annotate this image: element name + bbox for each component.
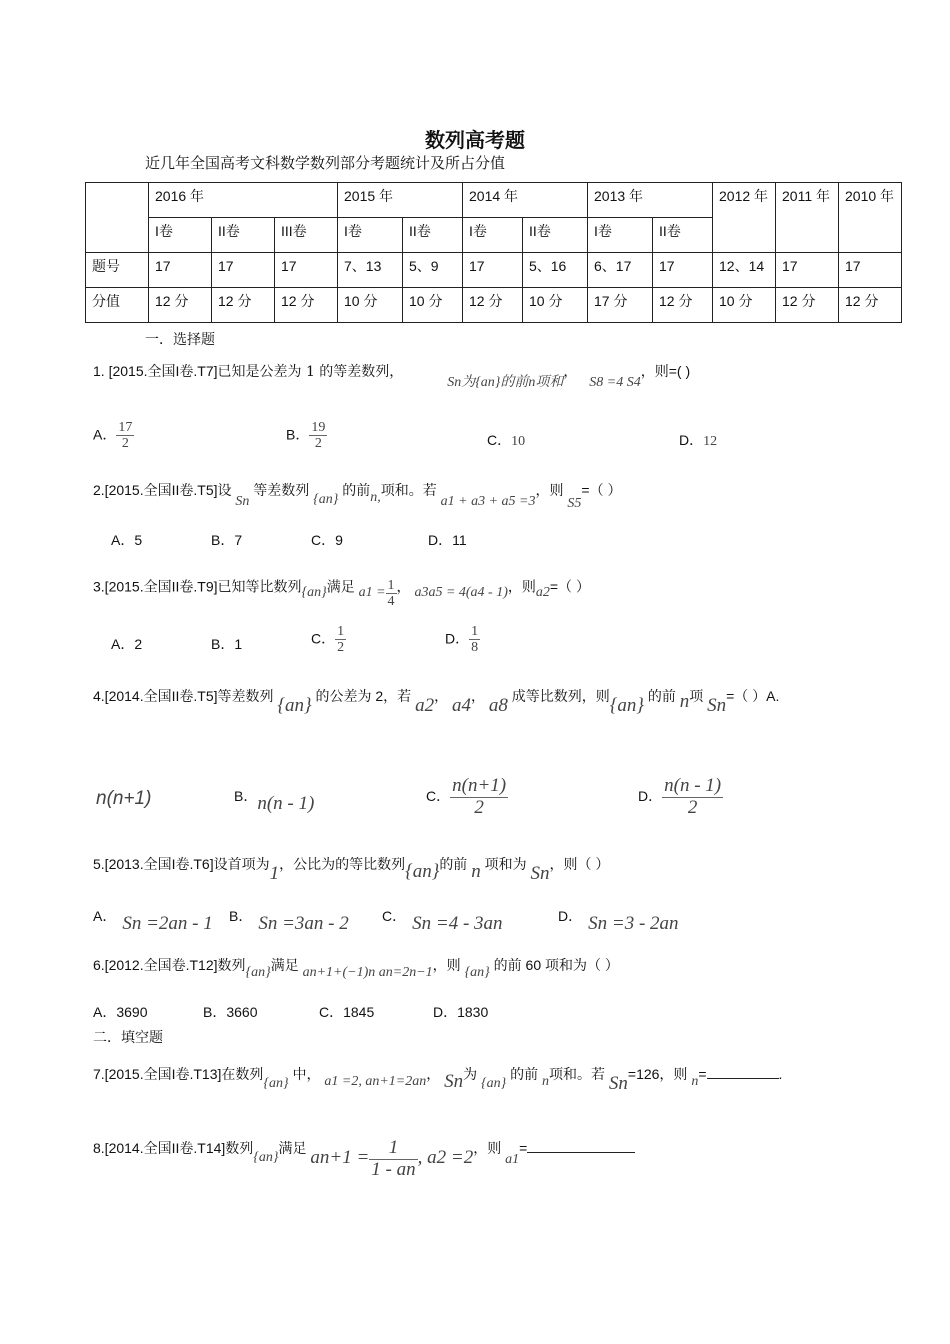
numerator: 17 xyxy=(118,420,133,435)
question-text: ， xyxy=(563,363,578,379)
option-c xyxy=(311,624,346,656)
question-text: =（ ）A. xyxy=(726,688,780,704)
question-tag: 1. [2015.全国I卷.T7] xyxy=(93,363,218,379)
question-1 xyxy=(93,361,691,390)
math-expression: a1 = xyxy=(358,584,386,600)
option-value: Sn =2an - 1 xyxy=(122,913,213,934)
math-expression: a1 + a3 + a5 =3 xyxy=(440,494,536,509)
math-expression: 1 xyxy=(269,863,280,884)
math-expression: {an} xyxy=(405,861,440,882)
question-text: 的前 xyxy=(439,856,468,872)
option-label: D． xyxy=(679,432,704,448)
table-cell: 10 分 xyxy=(713,288,776,323)
question-text: 已知是公差为 1 的等差数列， xyxy=(217,364,404,380)
math-expression: S5 xyxy=(567,496,582,511)
question-tag: 3.[2015.全国II卷.T9] xyxy=(93,578,218,595)
numerator: 1 xyxy=(387,578,395,593)
question-tag: 7.[2015.全国I卷.T13] xyxy=(93,1066,222,1082)
denominator: 2 xyxy=(687,796,698,818)
option-value: n(n - 1) xyxy=(257,793,315,814)
question-text: =126，则 xyxy=(627,1066,688,1082)
fraction xyxy=(369,1138,417,1181)
denominator: 2 xyxy=(474,796,484,818)
question-text: 已知等比数列 xyxy=(217,578,302,595)
option-label: D． xyxy=(558,908,583,924)
row-label: 分值 xyxy=(86,288,149,323)
question-text: 设首项为 xyxy=(213,856,270,872)
table-cell: 5、16 xyxy=(522,253,587,288)
math-expression: an+1+(−1)n an=2n−1 xyxy=(302,965,433,980)
option-label: C． xyxy=(311,630,336,647)
paper-header: I卷 xyxy=(463,218,523,253)
table-cell: 12 分 xyxy=(275,288,338,323)
table-cell: 17 xyxy=(149,253,212,288)
question-2 xyxy=(93,480,622,511)
table-cell: 12 分 xyxy=(212,288,275,323)
option-a: A．2 xyxy=(111,636,143,652)
math-expression: {an} xyxy=(263,1076,289,1091)
option-b xyxy=(229,905,349,934)
paper-header: II卷 xyxy=(403,218,463,253)
math-expression: n xyxy=(542,1074,549,1089)
math-expression: a3a5 = 4(a4 - 1) xyxy=(414,584,508,600)
year-header: 2011 年 xyxy=(776,183,839,253)
year-header: 2012 年 xyxy=(713,183,776,253)
math-expression: n xyxy=(471,861,481,882)
question-text: 的前 60 项和为（ ） xyxy=(493,957,619,973)
option-label: D． xyxy=(638,788,663,805)
question-text: 的前 xyxy=(342,482,371,498)
question-text: 的前 xyxy=(647,688,676,704)
option-d: D．11 xyxy=(428,532,467,548)
answer-blank[interactable] xyxy=(707,1078,779,1079)
question-text: ，则 xyxy=(432,957,461,973)
question-text: 满足 xyxy=(278,1140,307,1157)
option-c xyxy=(382,905,503,934)
option-d xyxy=(445,624,480,656)
math-expression: an+1 = xyxy=(310,1147,370,1169)
fraction xyxy=(469,624,480,656)
year-header: 2016 年 xyxy=(149,183,338,218)
question-text: ，则=( ) xyxy=(640,363,691,379)
option-d xyxy=(679,430,717,450)
question-text: ， xyxy=(426,1066,441,1082)
question-text: =（ ） xyxy=(549,578,590,595)
denominator: 1 - an xyxy=(371,1158,416,1180)
question-6 xyxy=(93,955,619,980)
question-text: . xyxy=(778,1066,783,1082)
table-row xyxy=(86,253,902,288)
option-b xyxy=(286,420,327,452)
paper-header: II卷 xyxy=(522,218,587,253)
fraction xyxy=(309,420,327,452)
option-a: A．3690 xyxy=(93,1004,148,1020)
question-tag: 5.[2013.全国I卷.T6] xyxy=(93,856,214,872)
option-value: Sn =3an - 2 xyxy=(258,913,349,934)
fraction xyxy=(662,776,723,819)
question-4 xyxy=(93,685,780,716)
table-cell: 10 分 xyxy=(403,288,463,323)
math-expression: {an} xyxy=(277,695,312,716)
question-tag: 6.[2012.全国卷.T12] xyxy=(93,957,218,973)
year-header: 2015 年 xyxy=(338,183,463,218)
math-expression: n, xyxy=(370,490,381,505)
paper-header: III卷 xyxy=(275,218,338,253)
math-expression: {an} xyxy=(481,1076,507,1091)
math-expression: S8 =4 S4 xyxy=(589,375,641,390)
numerator: 1 xyxy=(369,1138,417,1160)
table-cell: 12、14 xyxy=(713,253,776,288)
question-text: 满足 xyxy=(270,957,299,973)
math-expression: a1 =2, an+1=2an xyxy=(324,1074,427,1089)
table-cell: 17 xyxy=(212,253,275,288)
option-b: B．1 xyxy=(211,636,243,652)
question-text: 项 xyxy=(689,688,704,704)
question-text: = xyxy=(519,1140,528,1157)
math-expression: {an} xyxy=(253,1150,279,1166)
paper-header: II卷 xyxy=(653,218,713,253)
option-label: C． xyxy=(487,432,512,448)
option-label: B． xyxy=(234,788,258,804)
denominator: 2 xyxy=(121,436,129,452)
answer-blank[interactable] xyxy=(527,1152,635,1153)
table-cell: 17 xyxy=(839,253,902,288)
option-label: A． xyxy=(93,426,117,443)
question-text: 项和。若 xyxy=(549,1066,605,1082)
math-expression: , a2 =2 xyxy=(417,1147,474,1169)
page-subtitle: 近几年全国高考文科数学数列部分考题统计及所占分值 xyxy=(145,154,506,172)
question-tag: 8.[2014.全国II卷.T14] xyxy=(93,1140,226,1157)
question-text: ，公比为的等比数列 xyxy=(279,856,406,872)
question-text: ， xyxy=(396,578,411,595)
page-title: 数列高考题 xyxy=(425,128,525,152)
question-text: 为 xyxy=(463,1066,478,1082)
denominator: 4 xyxy=(387,594,395,610)
option-c: C．1845 xyxy=(319,1004,375,1020)
option-b: B．3660 xyxy=(203,1004,258,1020)
option-a xyxy=(93,420,134,452)
math-expression: a8 xyxy=(488,695,508,716)
table-cell: 17 xyxy=(275,253,338,288)
table-cell: 12 分 xyxy=(149,288,212,323)
fraction xyxy=(450,776,508,819)
question-text: ，则（ ） xyxy=(549,856,610,872)
math-expression: {an} xyxy=(245,965,271,980)
question-text: 等差数列 xyxy=(217,688,274,704)
paper-header: I卷 xyxy=(588,218,653,253)
option-c xyxy=(426,776,508,819)
question-text: 项和为 xyxy=(484,856,527,872)
math-expression: Sn xyxy=(444,1071,464,1092)
table-cell: 17 xyxy=(653,253,713,288)
paper-header: I卷 xyxy=(338,218,403,253)
question-text: ， xyxy=(434,688,449,704)
table-cell: 7、13 xyxy=(338,253,403,288)
math-expression: {an} xyxy=(313,492,339,507)
fraction xyxy=(116,420,134,452)
option-value: 10 xyxy=(511,434,526,449)
question-text: 的公差为 2，若 xyxy=(315,688,412,704)
math-expression: a1 xyxy=(505,1152,520,1168)
option-d xyxy=(638,776,723,819)
question-text: 的前 xyxy=(510,1066,539,1082)
year-header: 2014 年 xyxy=(463,183,588,218)
table-cell: 17 分 xyxy=(588,288,653,323)
option-value: Sn =3 - 2an xyxy=(588,913,679,934)
question-text: ，则 xyxy=(535,482,564,498)
statistics-table xyxy=(85,182,902,323)
question-tag: 4.[2014.全国II卷.T5] xyxy=(93,688,218,704)
numerator: n(n+1) xyxy=(452,775,507,796)
question-3 xyxy=(93,572,590,610)
math-expression: Sn xyxy=(530,863,550,884)
numerator: 19 xyxy=(311,420,326,435)
question-tag: 2.[2015.全国II卷.T5] xyxy=(93,482,218,498)
question-text: 中， xyxy=(292,1066,321,1082)
question-text: 项和。若 xyxy=(380,482,437,498)
question-text: 在数列 xyxy=(221,1066,264,1082)
question-text: ，则 xyxy=(507,578,536,595)
math-expression: n xyxy=(691,1074,699,1089)
math-expression: a4 xyxy=(451,695,471,716)
option-label: B． xyxy=(286,426,310,443)
option-b xyxy=(234,785,315,814)
option-b: B．7 xyxy=(211,532,243,548)
numerator: 1 xyxy=(471,624,479,639)
numerator: 1 xyxy=(337,624,345,639)
question-text: ，则 xyxy=(473,1140,502,1157)
math-expression: Sn xyxy=(235,494,250,509)
paper-header: I卷 xyxy=(149,218,212,253)
question-5 xyxy=(93,853,610,884)
math-expression: {an} xyxy=(464,965,490,980)
denominator: 8 xyxy=(471,640,479,656)
math-expression: a2 xyxy=(535,584,550,600)
math-expression: a2 xyxy=(415,695,435,716)
option-label: B． xyxy=(229,908,253,924)
question-text: 数列 xyxy=(217,957,246,973)
math-expression: Sn xyxy=(707,695,727,716)
question-text: ， xyxy=(470,688,485,704)
table-cell: 17 xyxy=(776,253,839,288)
question-text: =（ ） xyxy=(581,482,622,498)
numerator: n(n - 1) xyxy=(664,775,722,796)
option-d: D．1830 xyxy=(433,1004,489,1020)
year-header: 2010 年 xyxy=(839,183,902,253)
question-7 xyxy=(93,1063,783,1094)
denominator: 2 xyxy=(337,640,345,656)
question-text: = xyxy=(698,1066,707,1082)
paper-header: II卷 xyxy=(212,218,275,253)
math-expression: {an} xyxy=(609,695,644,716)
option-label: D． xyxy=(445,630,470,647)
table-cell: 10 分 xyxy=(522,288,587,323)
question-8 xyxy=(93,1128,635,1180)
math-expression: Sn为{an}的前n项和 xyxy=(447,375,564,390)
option-label: A． xyxy=(93,908,117,924)
table-cell: 6、17 xyxy=(588,253,653,288)
question-text: 满足 xyxy=(326,578,355,595)
option-label: C． xyxy=(382,908,407,924)
math-expression: Sn xyxy=(608,1073,628,1094)
question-text: 数列 xyxy=(225,1140,254,1157)
option-a: A．5 xyxy=(111,532,143,548)
option-value: 12 xyxy=(703,434,718,449)
option-value: Sn =4 - 3an xyxy=(412,913,503,934)
fraction xyxy=(386,578,397,610)
table-corner xyxy=(86,183,149,253)
table-cell: 12 分 xyxy=(839,288,902,323)
question-text: 成等比数列，则 xyxy=(511,688,610,704)
table-cell: 12 分 xyxy=(463,288,523,323)
row-label: 题号 xyxy=(86,253,149,288)
section-heading-choice: 一．选择题 xyxy=(145,332,215,348)
question-text: 设 xyxy=(217,482,232,498)
denominator: 2 xyxy=(314,436,322,452)
option-a xyxy=(93,905,213,934)
table-cell: 5、9 xyxy=(403,253,463,288)
option-c: C．9 xyxy=(311,532,343,548)
question-text: 等差数列 xyxy=(253,482,310,498)
option-a-value: n(n+1) xyxy=(96,788,152,809)
table-row xyxy=(86,288,902,323)
option-d xyxy=(558,905,679,934)
year-header: 2013 年 xyxy=(588,183,713,218)
table-cell: 12 分 xyxy=(653,288,713,323)
math-expression: n xyxy=(679,691,690,712)
option-label: C． xyxy=(426,788,451,805)
fraction xyxy=(335,624,346,656)
section-heading-fill: 二．填空题 xyxy=(93,1030,163,1046)
table-cell: 10 分 xyxy=(338,288,403,323)
math-expression: {an} xyxy=(301,584,327,600)
table-cell: 12 分 xyxy=(776,288,839,323)
table-cell: 17 xyxy=(463,253,523,288)
option-c xyxy=(487,430,525,450)
